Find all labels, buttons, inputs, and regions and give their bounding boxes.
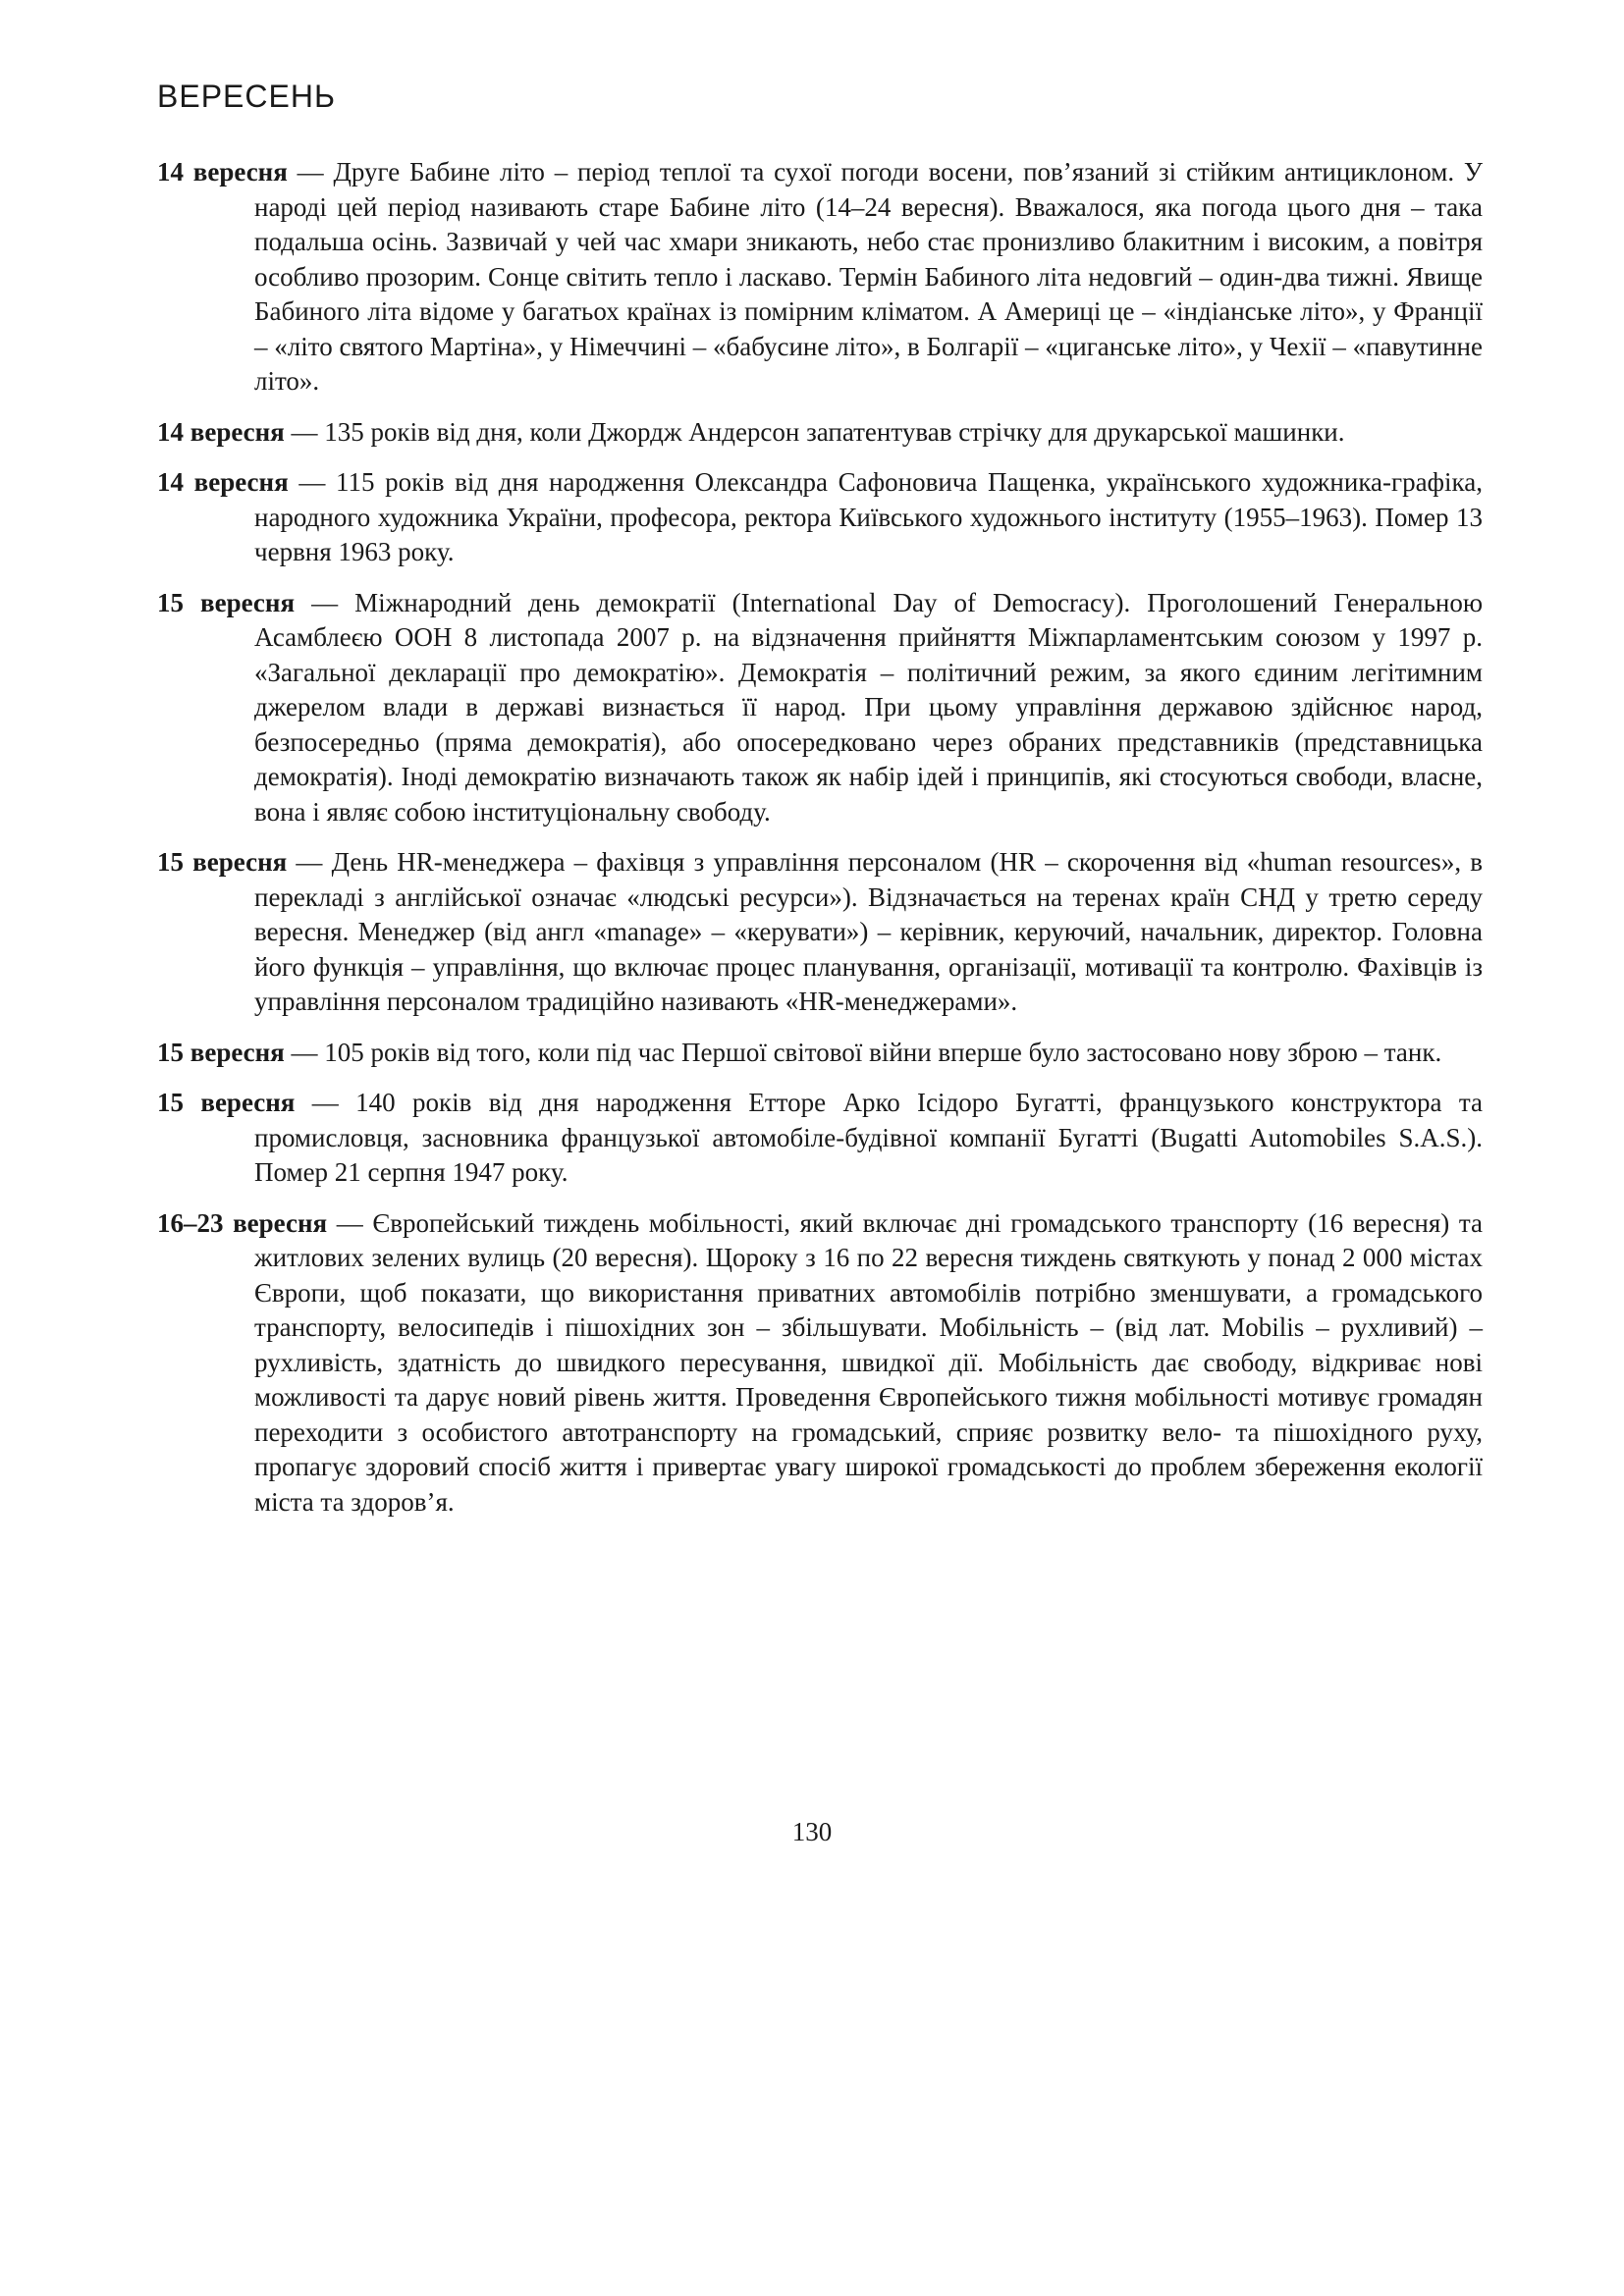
entry-separator: — — [295, 1088, 356, 1117]
entry-date: 15 вересня — [157, 847, 288, 877]
calendar-entry — [157, 1206, 1483, 1521]
entry-date: 15 вересня — [157, 587, 296, 617]
calendar-entry — [157, 415, 1483, 451]
entry-text: 115 років від дня народження Олександра Сафоновича Пащенка, українського художника-графіка, народного художника України, професора, ректора Київського художнього інституту (1955–1963). Помер 13 червня 1963 року. — [254, 467, 1483, 566]
entry-separator: — — [287, 847, 332, 877]
entry-text: День HR-менеджера – фахівця з управління персоналом (HR – скорочення від «human resources», в перекладі з англійської означає «людські ресурси»). Відзначається на теренах країн СНД у третю середу вересня. Менеджер (від англ «manage» – «керувати») – керівник, керуючий, начальник, директор. Головна його функція – управління, що включає процес планування, організації, мотивації та контролю. Фахівців із управління персоналом традиційно називають «HR-менеджерами». — [254, 847, 1483, 1016]
entry-separator: — — [327, 1207, 373, 1238]
month-heading: ВЕРЕСЕНЬ — [157, 79, 336, 114]
calendar-entry — [157, 586, 1483, 830]
calendar-entry — [157, 1036, 1483, 1071]
entry-text: 140 років від дня народження Етторе Арко Ісідоро Бугатті, французького конструктора та промисловця, засновника французької автомобіле-будівної компанії Бугатті (Bugatti Automobiles S.A.S.). Помер 21 серпня 1947 року. — [254, 1088, 1483, 1187]
entry-text: Європейський тиждень мобільності, який включає дні громадського транспорту (16 вересня) та житлових зелених вулиць (20 вересня). Щороку з 16 по 22 вересня тиждень святкують у понад 2 000 містах Європи, щоб показати, що використання приватних автомобілів потрібно зменшувати, а громадського транспорту, велосипедів і пішохідних зон – збільшувати. Мобільність – (від лат. Mobilis – рухливий) – рухливість, здатність до швидкого пересування, швидкої дії. Мобільність дає свободу, відкриває нові можливості та дарує новий рівень життя. Проведення Європейського тижня мобільності мотивує громадян переходити з особистого автотранспорту на громадський, сприяє розвитку вело- та пішохідного руху, пропагує здоровий спосіб життя і привертає увагу широкої громадськості до проблем збереження екології міста та здоров’я. — [254, 1207, 1484, 1517]
entry-separator: — — [288, 467, 336, 497]
entry-text: Друге Бабине літо – період теплої та сухої погоди восени, пов’язаний зі стійким антициклоном. У народі цей період називають старе Бабине літо (14–24 вересня). Вважалося, яка погода цього дня – така подальша осінь. Зазвичай у чей час хмари зникають, небо стає пронизливо блакитним і високим, а повітря особливо прозорим. Сонце світить тепло і ласкаво. Термін Бабиного літа недовгий – один-два тижні. Явище Бабиного літа відоме у багатьох країнах із помірним кліматом. А Америці це – «індіанське літо», у Франції – «літо святого Мартіна», у Німеччині – «бабусине літо», в Болгарії – «циганське літо», у Чехії – «павутинне літо». — [254, 157, 1484, 396]
entry-separator: — — [295, 587, 355, 617]
entry-separator: — — [287, 157, 334, 187]
calendar-entry — [157, 465, 1483, 570]
calendar-entries — [157, 155, 1483, 1535]
entry-separator: — — [284, 1037, 325, 1067]
page-number: 130 — [791, 1817, 833, 1846]
entry-separator: — — [284, 416, 325, 447]
entry-date: 14 вересня — [157, 157, 288, 187]
entry-text: Міжнародний день демократії (International Day of Democracy). Проголошений Генеральною Асамблеєю ООН 8 листопада 2007 р. на відзначення прийняття Міжпарламентським союзом у 1997 р. «Загальної декларації про демократію». Демократія – політичний режим, за якого єдиним легітимним джерелом влади в державі визнається її народ. При цьому управління державою здійснює народ, безпосередньо (пряма демократія), або опосередковано через обраних представників (представницька демократія). Іноді демократію визначають також як набір ідей і принципів, які стосуються свободи, власне, вона і являє собою інституціональну свободу. — [254, 587, 1484, 827]
entry-date: 16–23 вересня — [157, 1207, 328, 1238]
entry-date: 15 вересня — [157, 1037, 285, 1067]
entry-date: 14 вересня — [157, 467, 289, 497]
entry-text: 135 років від дня, коли Джордж Андерсон запатентував стрічку для друкарської машинки. — [324, 416, 1345, 447]
entry-text: 105 років від того, коли під час Першої світової війни вперше було застосовано нову зброю – танк. — [324, 1037, 1442, 1067]
entry-date: 14 вересня — [157, 416, 285, 447]
entry-date: 15 вересня — [157, 1088, 296, 1117]
calendar-entry — [157, 1086, 1483, 1191]
calendar-entry — [157, 155, 1483, 400]
calendar-entry — [157, 845, 1483, 1020]
